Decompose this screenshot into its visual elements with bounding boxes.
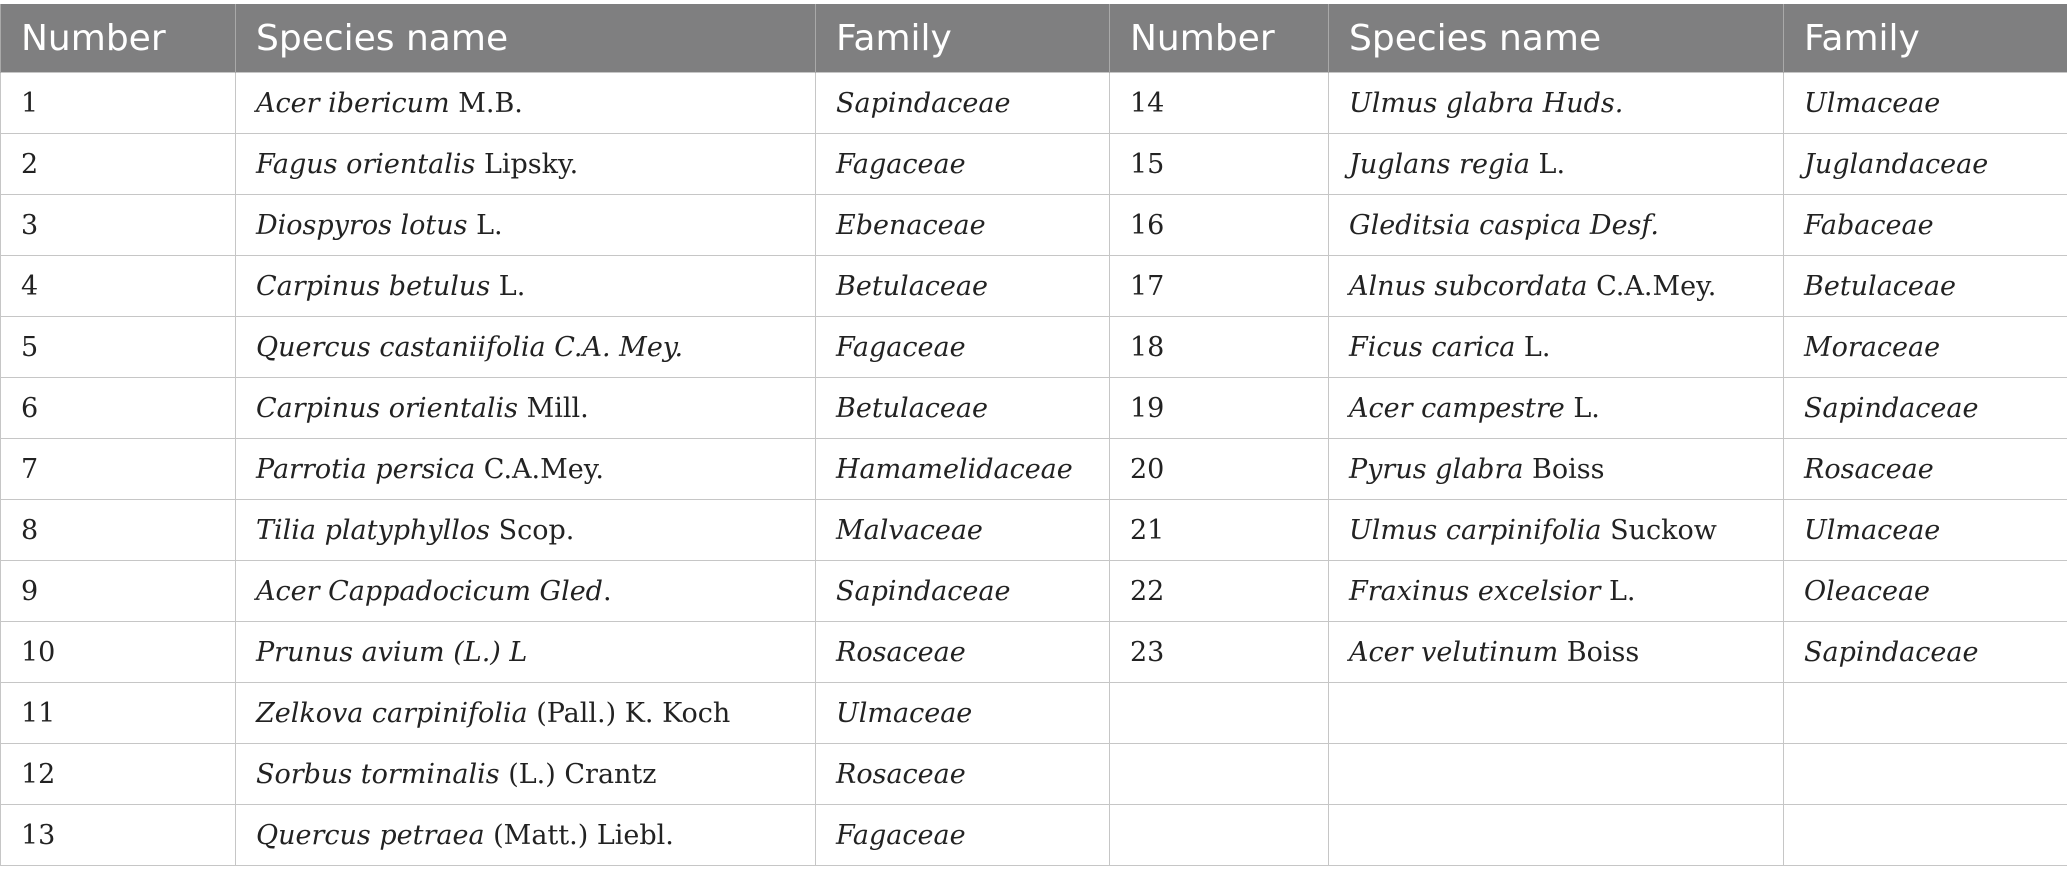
header-number-right: Number (1110, 4, 1329, 73)
family-name: Betulaceae (836, 392, 988, 424)
cell-number: 22 (1110, 561, 1329, 622)
cell-number: 7 (1, 439, 236, 500)
cell-species (236, 73, 816, 134)
cell-family (1784, 256, 2067, 317)
cell-species (1329, 317, 1784, 378)
family-name: Hamamelidaceae (836, 453, 1073, 485)
family-name: Sapindaceae (836, 575, 1011, 607)
cell-number: 15 (1110, 134, 1329, 195)
family-name: Rosaceae (836, 758, 966, 790)
species-authority: L. (1515, 331, 1551, 363)
cell-number: 20 (1110, 439, 1329, 500)
cell-family (1784, 500, 2067, 561)
species-genus: Ulmus carpinifolia (1349, 514, 1602, 546)
species-genus: Prunus avium (L.) L (256, 636, 528, 668)
cell-family (816, 622, 1110, 683)
species-genus: Quercus petraea (256, 819, 485, 851)
cell-family (816, 195, 1110, 256)
species-genus: Alnus subcordata (1349, 270, 1588, 302)
family-name: Sapindaceae (1804, 636, 1979, 668)
species-genus: Carpinus orientalis (256, 392, 519, 424)
table-row (1, 805, 2067, 866)
cell-number: 2 (1, 134, 236, 195)
cell-family (816, 378, 1110, 439)
cell-species (1329, 683, 1784, 744)
family-name: Ulmaceae (1804, 514, 1941, 546)
cell-family (1784, 805, 2067, 866)
species-genus: Tilia platyphyllos (256, 514, 491, 546)
species-genus: Ulmus glabra Huds. (1349, 87, 1624, 119)
header-species-right: Species name (1329, 4, 1784, 73)
table-row (1, 378, 2067, 439)
cell-species (1329, 256, 1784, 317)
cell-number: 5 (1, 317, 236, 378)
family-name: Fagaceae (836, 819, 966, 851)
cell-family (1784, 744, 2067, 805)
cell-species (1329, 622, 1784, 683)
species-authority: L. (467, 209, 503, 241)
cell-number: 11 (1, 683, 236, 744)
cell-number: 8 (1, 500, 236, 561)
family-name: Sapindaceae (836, 87, 1011, 119)
table-row (1, 317, 2067, 378)
cell-number: 23 (1110, 622, 1329, 683)
species-genus: Juglans regia (1349, 148, 1530, 180)
cell-number: 21 (1110, 500, 1329, 561)
cell-family (816, 317, 1110, 378)
species-genus: Fagus orientalis (256, 148, 476, 180)
family-name: Juglandaceae (1804, 148, 1989, 180)
species-genus: Acer ibericum (256, 87, 450, 119)
cell-number: 17 (1110, 256, 1329, 317)
cell-number (1110, 683, 1329, 744)
species-genus: Carpinus betulus (256, 270, 491, 302)
species-authority: (Pall.) K. Koch (527, 697, 731, 729)
cell-species (236, 561, 816, 622)
cell-family (816, 134, 1110, 195)
species-genus: Quercus castaniifolia C.A. Mey. (256, 331, 684, 363)
cell-species (1329, 561, 1784, 622)
table-body (1, 73, 2067, 866)
family-name: Sapindaceae (1804, 392, 1979, 424)
cell-number (1110, 744, 1329, 805)
cell-family (816, 256, 1110, 317)
cell-family (1784, 73, 2067, 134)
species-authority: C.A.Mey. (1587, 270, 1717, 302)
species-genus: Acer campestre (1349, 392, 1565, 424)
table-row (1, 256, 2067, 317)
species-genus: Acer Cappadocicum Gled (256, 575, 603, 607)
cell-species (1329, 439, 1784, 500)
species-authority: Boiss (1558, 636, 1640, 668)
cell-number: 19 (1110, 378, 1329, 439)
species-genus: Ficus carica (1349, 331, 1516, 363)
cell-species (236, 256, 816, 317)
cell-family (1784, 378, 2067, 439)
cell-family (1784, 317, 2067, 378)
cell-number: 4 (1, 256, 236, 317)
species-genus: Pyrus glabra (1349, 453, 1524, 485)
header-row (1, 4, 2067, 73)
cell-family (816, 683, 1110, 744)
table-row (1, 622, 2067, 683)
cell-family (816, 744, 1110, 805)
family-name: Rosaceae (1804, 453, 1934, 485)
cell-family (1784, 622, 2067, 683)
table-row (1, 561, 2067, 622)
cell-number: 6 (1, 378, 236, 439)
cell-species (236, 683, 816, 744)
family-name: Fagaceae (836, 148, 966, 180)
species-authority: L. (1600, 575, 1636, 607)
cell-number: 16 (1110, 195, 1329, 256)
table-row (1, 744, 2067, 805)
cell-family (1784, 683, 2067, 744)
table-row (1, 134, 2067, 195)
cell-family (1784, 134, 2067, 195)
cell-species (1329, 805, 1784, 866)
cell-species (236, 195, 816, 256)
cell-number (1110, 805, 1329, 866)
species-authority: (L.) Crantz (499, 758, 657, 790)
family-name: Moraceae (1804, 331, 1941, 363)
cell-family (816, 439, 1110, 500)
family-name: Fagaceae (836, 331, 966, 363)
species-genus: Parrotia persica (256, 453, 476, 485)
species-authority: L. (1564, 392, 1600, 424)
cell-family (816, 73, 1110, 134)
cell-number: 3 (1, 195, 236, 256)
cell-species (1329, 195, 1784, 256)
family-name: Ulmaceae (836, 697, 973, 729)
cell-species (236, 439, 816, 500)
cell-number: 9 (1, 561, 236, 622)
family-name: Betulaceae (1804, 270, 1956, 302)
species-authority: Lipsky. (475, 148, 579, 180)
cell-species (1329, 378, 1784, 439)
cell-number: 14 (1110, 73, 1329, 134)
species-genus: Sorbus torminalis (256, 758, 500, 790)
family-name: Rosaceae (836, 636, 966, 668)
species-table (0, 4, 2067, 866)
cell-species (1329, 744, 1784, 805)
header-family-left: Family (816, 4, 1110, 73)
species-authority: C.A.Mey. (475, 453, 604, 485)
family-name: Betulaceae (836, 270, 988, 302)
family-name: Ebenaceae (836, 209, 986, 241)
cell-number: 12 (1, 744, 236, 805)
species-genus: Gleditsia caspica Desf. (1349, 209, 1660, 241)
cell-species (236, 744, 816, 805)
cell-family (1784, 561, 2067, 622)
cell-number: 10 (1, 622, 236, 683)
family-name: Oleaceae (1804, 575, 1931, 607)
species-genus: Zelkova carpinifolia (256, 697, 528, 729)
cell-family (1784, 195, 2067, 256)
cell-species (236, 134, 816, 195)
cell-species (1329, 500, 1784, 561)
cell-species (236, 622, 816, 683)
species-authority: Suckow (1601, 514, 1717, 546)
species-authority: Scop. (490, 514, 575, 546)
cell-species (236, 500, 816, 561)
table-row (1, 683, 2067, 744)
cell-species (1329, 73, 1784, 134)
family-name: Fabaceae (1804, 209, 1934, 241)
table-row (1, 73, 2067, 134)
table-row (1, 439, 2067, 500)
species-authority: Boiss (1523, 453, 1605, 485)
cell-number: 1 (1, 73, 236, 134)
species-genus: Acer velutinum (1349, 636, 1559, 668)
cell-family (1784, 439, 2067, 500)
cell-species (236, 317, 816, 378)
species-authority: (Matt.) Liebl. (484, 819, 674, 851)
header-species-left: Species name (236, 4, 816, 73)
species-authority: L. (1529, 148, 1566, 180)
cell-number: 18 (1110, 317, 1329, 378)
cell-species (236, 805, 816, 866)
species-authority: M.B. (449, 87, 523, 119)
cell-species (1329, 134, 1784, 195)
family-name: Malvaceae (836, 514, 983, 546)
table-row (1, 500, 2067, 561)
cell-family (816, 500, 1110, 561)
header-number-left: Number (1, 4, 236, 73)
cell-family (816, 805, 1110, 866)
species-authority: L. (490, 270, 526, 302)
family-name: Ulmaceae (1804, 87, 1941, 119)
species-genus: Fraxinus excelsior (1349, 575, 1601, 607)
table-row (1, 195, 2067, 256)
cell-family (816, 561, 1110, 622)
cell-species (236, 378, 816, 439)
cell-number: 13 (1, 805, 236, 866)
species-genus: Diospyros lotus (256, 209, 468, 241)
species-authority: . (602, 575, 612, 607)
header-family-right: Family (1784, 4, 2067, 73)
species-authority: Mill. (518, 392, 589, 424)
